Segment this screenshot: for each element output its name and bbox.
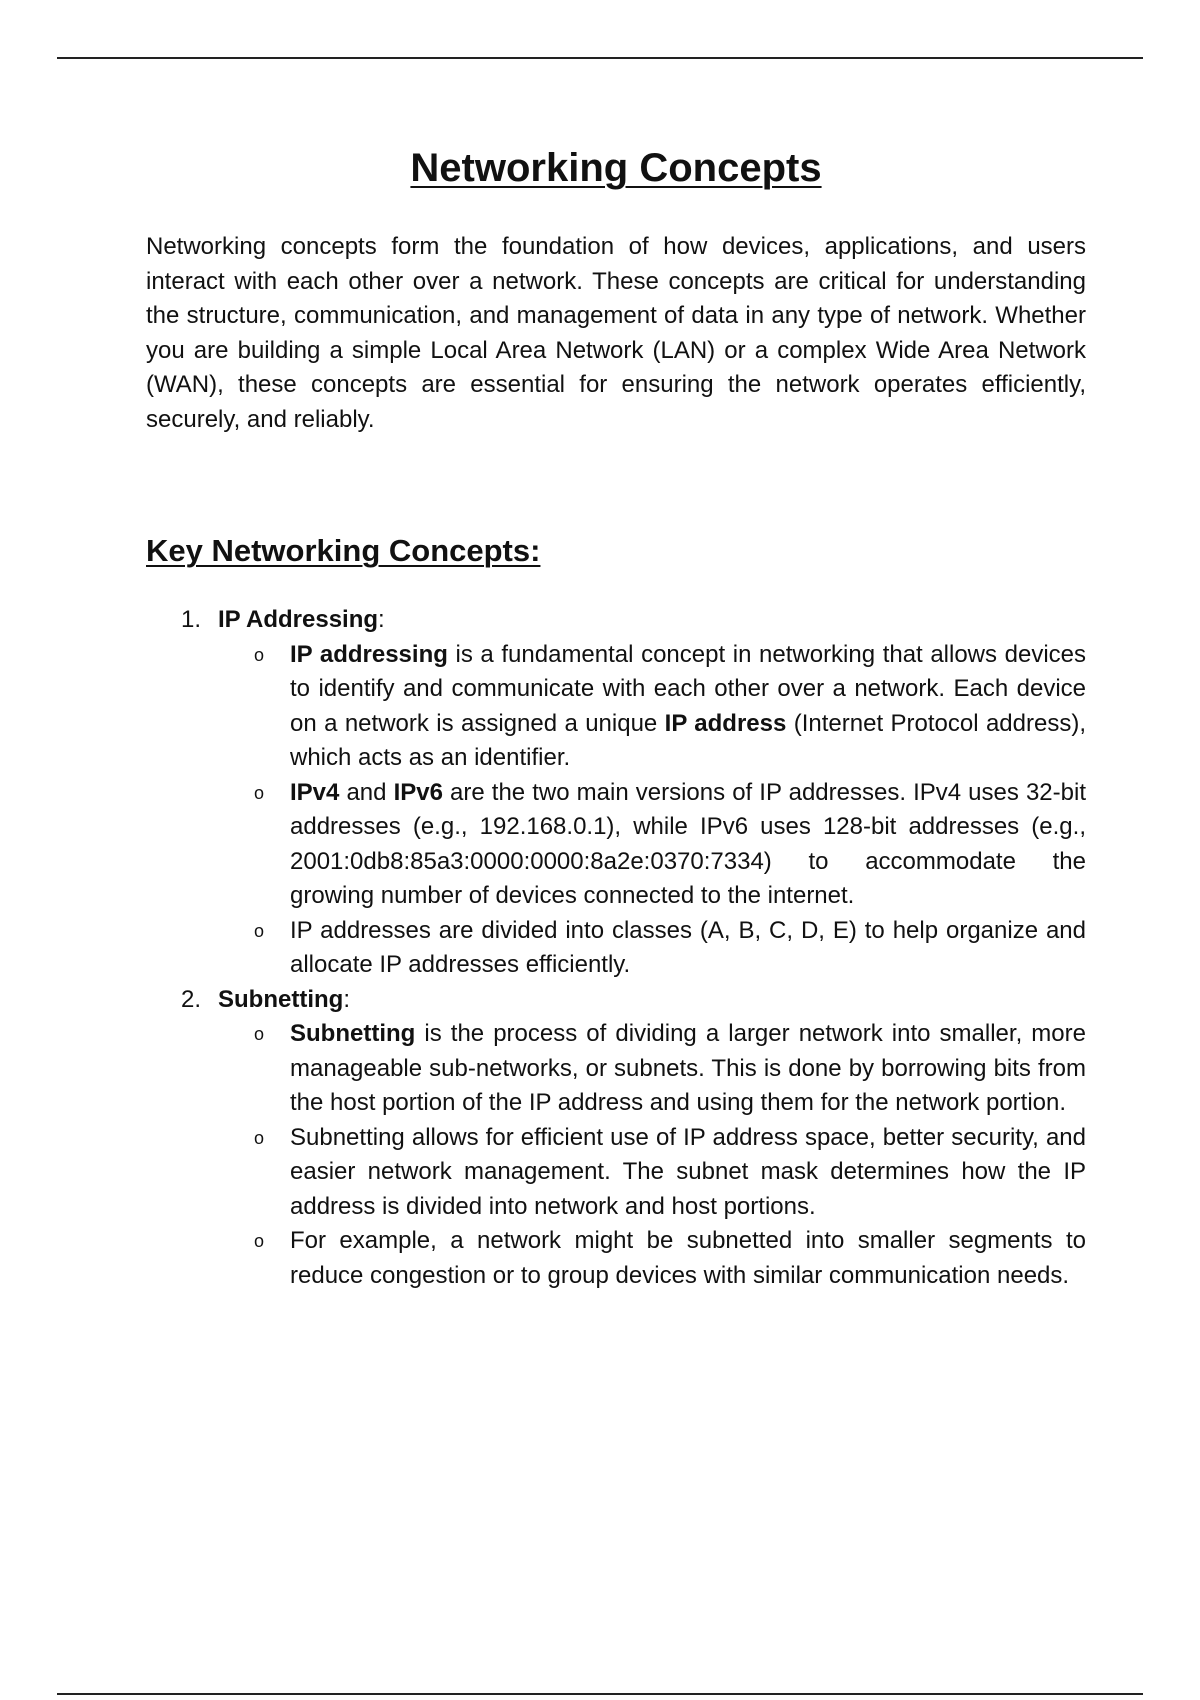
bullet-item bbox=[146, 776, 1086, 914]
footer-rule bbox=[57, 1693, 1143, 1695]
item-title: IP Addressing bbox=[218, 606, 379, 633]
bullet-item bbox=[146, 1224, 1086, 1293]
list-item-subnetting bbox=[146, 983, 1086, 1294]
bullet-item bbox=[146, 1121, 1086, 1225]
bullet-icon: o bbox=[254, 782, 265, 803]
bullet-list bbox=[218, 638, 1086, 983]
document-title: Networking Concepts bbox=[410, 146, 822, 190]
bullet-icon: o bbox=[254, 1024, 265, 1044]
bullet-text: For example, a network might be subnetted into smaller segments to reduce congestion or to group devices with similar communication needs. bbox=[290, 1227, 1086, 1289]
bullet-item bbox=[146, 638, 1086, 776]
bullet-text: is the process of dividing a larger network into smaller, more manageable sub-networks, or subnets. This is done by borrowing bits from the host portion of the IP address and using them for the network portion. bbox=[290, 1020, 1086, 1116]
item-title-suffix: : bbox=[343, 985, 350, 1013]
bullet-icon: o bbox=[254, 920, 265, 941]
bullet-text: and bbox=[339, 778, 394, 806]
bullet-item bbox=[146, 914, 1086, 983]
item-number: 2. bbox=[181, 985, 202, 1013]
item-title-suffix: : bbox=[378, 606, 385, 633]
header-rule bbox=[57, 57, 1143, 59]
bold-term: IPv6 bbox=[393, 778, 443, 806]
bullet-text: Subnetting allows for efficient use of IP address space, better security, and easier network management. The subnet mask determines how the IP address is divided into network and host portions. bbox=[290, 1123, 1086, 1220]
bold-term: IP addressing bbox=[290, 640, 448, 668]
bullet-icon: o bbox=[254, 1231, 265, 1251]
bold-term: Subnetting bbox=[290, 1020, 416, 1047]
bold-term: IPv4 bbox=[290, 778, 340, 806]
bullet-list bbox=[218, 1017, 1086, 1293]
bold-term: IP address bbox=[664, 709, 787, 737]
bullet-text: are the two main versions of IP addresses. IPv4 uses 32-bit addresses (e.g., 192.168.0.1), while IPv6 uses 128-bit addresses (e.g., 2001:0db8:85a3:0000:0000:8a2e:0370:7334) to accommodate the growing number of devices connected to the internet. bbox=[290, 778, 1086, 909]
bullet-icon: o bbox=[254, 644, 265, 665]
bullet-text: (Internet Protocol address), which acts as an identifier. bbox=[290, 709, 1086, 771]
bullet-text: IP addresses are divided into classes (A, B, C, D, E) to help organize and allocate IP addresses efficiently. bbox=[290, 916, 1086, 978]
bullet-text: is a fundamental concept in networking that allows devices to identify and communicate with each other over a network. Each device on a network is assigned a unique bbox=[290, 640, 1086, 737]
bullet-icon: o bbox=[254, 1127, 265, 1148]
list-item-ip-addressing bbox=[146, 603, 1086, 983]
item-title: Subnetting bbox=[218, 985, 344, 1013]
item-number: 1. bbox=[181, 606, 202, 633]
section-heading: Key Networking Concepts: bbox=[146, 533, 541, 568]
bullet-item bbox=[146, 1017, 1086, 1121]
intro-paragraph: Networking concepts form the foundation of how devices, applications, and users interact with each other over a network. These concepts are critical for understanding the structure, communication, and management of data in any type of network. Whether you are building a simple Local Area Network (LAN) or a complex Wide Area Network (WAN), these concepts are essential for ensuring the network operates efficiently, securely, and reliably. bbox=[146, 233, 1086, 433]
concepts-list bbox=[146, 603, 1086, 1293]
